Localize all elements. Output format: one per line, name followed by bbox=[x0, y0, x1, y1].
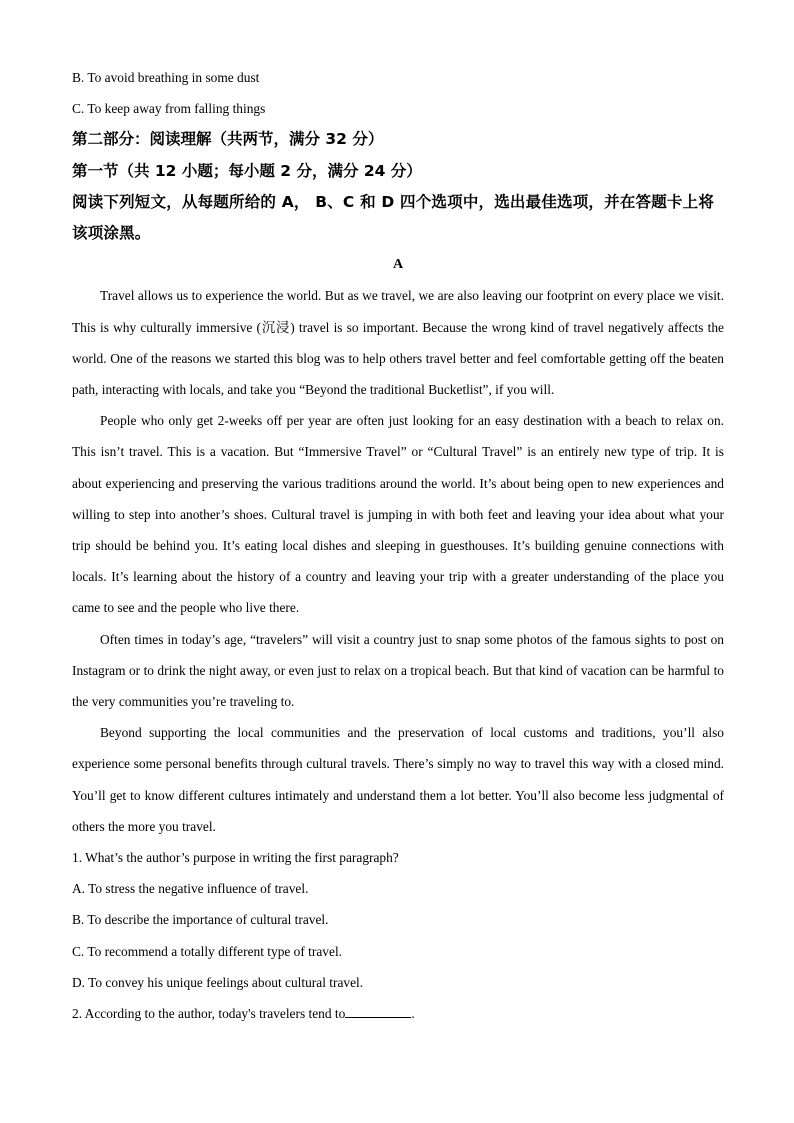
question-2 bbox=[72, 998, 724, 1029]
passage-paragraph-1: Travel allows us to experience the world. But as we travel, we are also leaving our footprint on every place we visit. This is why culturally immersive (沉浸) travel is so important. Because the wrong kind of travel negatively affects the world. One of the reasons we started this blog was to help others travel better and feel comfortable getting off the beaten path, interacting with locals, and take you “Beyond the traditional Bucketlist”, if you will. bbox=[72, 288, 724, 398]
question-1-stem: 1. What’s the author’s purpose in writing the first paragraph? bbox=[72, 850, 399, 866]
reading-instruction: 阅读下列短文，从每题所给的 A， B、C 和 D 四个选项中，选出最佳选项，并在答题卡上将该项涂黑。 bbox=[72, 192, 715, 243]
question-1-option-b: B. To describe the importance of cultural travel. bbox=[72, 912, 329, 928]
question-2-stem: 2. According to the author, today's travelers tend to bbox=[72, 1006, 346, 1022]
previous-option-c: C. To keep away from falling things bbox=[72, 101, 266, 117]
passage-letter: A bbox=[392, 257, 404, 273]
exam-page bbox=[72, 62, 724, 1029]
passage-paragraph-2: People who only get 2-weeks off per year are often just looking for an easy destination with a beach to relax on. This isn’t travel. This is a vacation. But “Immersive Travel” or “Cultural Travel” is an entirely new type of trip. It is about experiencing and preserving the various traditions around the world. It’s about being open to new experiences and willing to step into another’s shoes. Cultural travel is jumping in with both feet and leaving your idea about what your trip should be behind you. It’s eating local dishes and sleeping in guesthouses. It’s building genuine connections with locals. It’s learning about the history of a country and leaving your trip with a greater understanding of the place you came to see and the people who live there. bbox=[72, 413, 724, 616]
question-1-option-a: A. To stress the negative influence of travel. bbox=[72, 881, 309, 897]
question-2-end: . bbox=[411, 1006, 415, 1022]
question-1-option-d: D. To convey his unique feelings about cultural travel. bbox=[72, 974, 364, 990]
passage-paragraph-3: Often times in today’s age, “travelers” will visit a country just to snap some photos of the famous sights to post on Instagram or to drink the night away, or even just to relax on a tropical beach. But that kind of vacation can be harmful to the very communities you’re traveling to. bbox=[72, 631, 724, 710]
subsection-heading: 第一节（共 12 小题；每小题 2 分，满分 24 分） bbox=[72, 161, 422, 180]
answer-blank bbox=[345, 1005, 411, 1018]
previous-option-b: B. To avoid breathing in some dust bbox=[72, 70, 260, 85]
section-heading: 第二部分：阅读理解（共两节，满分 32 分） bbox=[72, 130, 384, 149]
question-1-option-c: C. To recommend a totally different type of travel. bbox=[72, 943, 343, 959]
passage-paragraph-4: Beyond supporting the local communities and the preservation of local customs and traditions, you’ll also experience some personal benefits through cultural travels. There’s simply no way to travel this way with a closed mind. You’ll get to know different cultures intimately and understand them a lot better. You’ll also become less judgmental of others the more you travel. bbox=[72, 725, 724, 834]
